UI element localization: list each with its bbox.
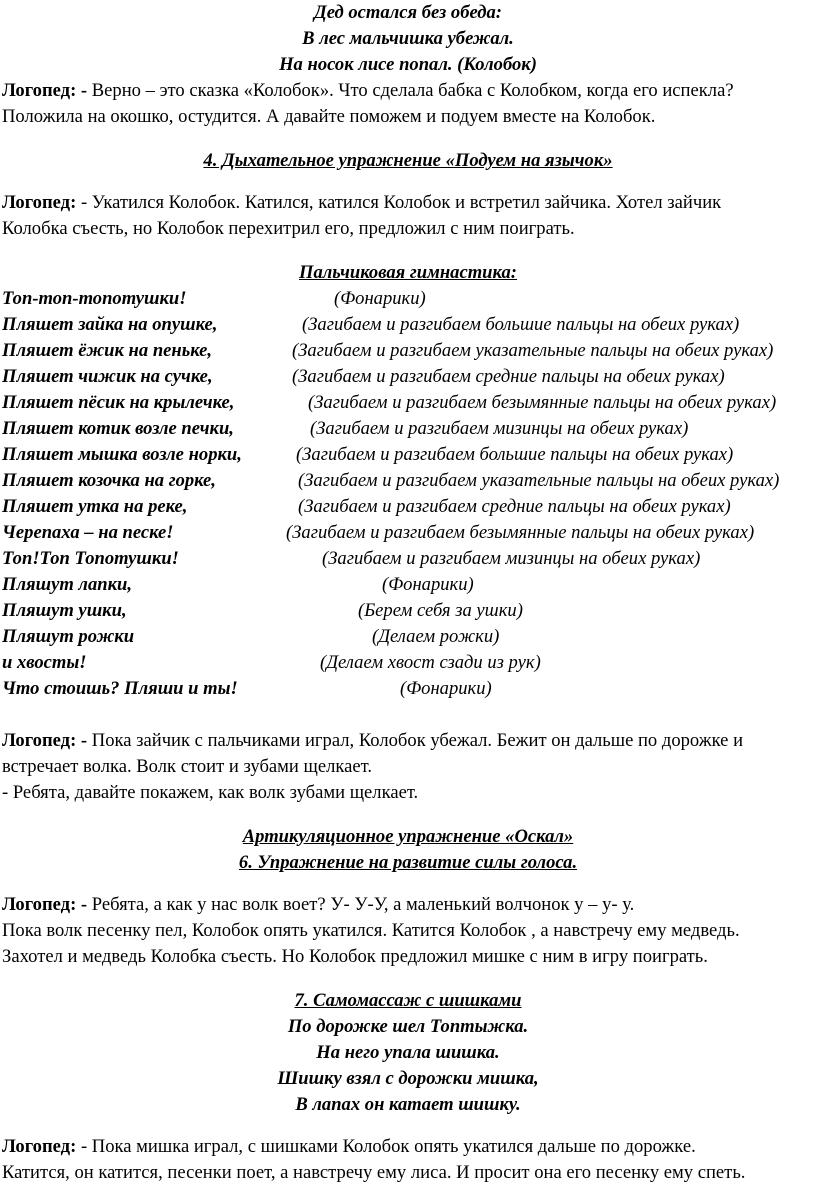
rhyme-line: Пляшет пёсик на крылечке, bbox=[2, 392, 235, 413]
rhyme-line: Пляшет утка на реке, bbox=[2, 496, 188, 517]
rhyme-line: Пляшет котик возле печки, bbox=[2, 418, 234, 439]
paragraph-text: - Пока мишка играл, с шишками Колобок опять укатился дальше по дорожке. bbox=[76, 1136, 696, 1157]
rhyme-row bbox=[0, 496, 816, 518]
instruction: (Делаем рожки) bbox=[372, 626, 500, 647]
verse-line: В лес мальчишка убежал. bbox=[302, 28, 514, 49]
rhyme-line: и хвосты! bbox=[2, 652, 87, 673]
verse-line: По дорожке шел Топтыжка. bbox=[287, 1016, 529, 1037]
rhyme-line: Что стоишь? Пляши и ты! bbox=[2, 678, 238, 699]
instruction: (Загибаем и разгибаем указательные пальцы на обеих руках) bbox=[292, 340, 774, 361]
paragraph-line: - Ребята, давайте покажем, как волк зубами щелкает. bbox=[2, 782, 419, 803]
rhyme-line: Пляшут лапки, bbox=[2, 574, 133, 595]
section-heading: Артикуляционное упражнение «Оскал» bbox=[242, 826, 574, 847]
paragraph-line: Захотел и медведь Колобка съесть. Но Колобок предложил мишке с ним в игру поиграть. bbox=[2, 946, 708, 967]
speaker-label: Логопед: - bbox=[2, 80, 88, 101]
paragraph-line: Колобка съесть, но Колобок перехитрил его, предложил с ним поиграть. bbox=[2, 218, 575, 239]
instruction: (Фонарики) bbox=[382, 574, 474, 595]
instruction: (Загибаем и разгибаем безымянные пальцы на обеих руках) bbox=[308, 392, 777, 413]
rhyme-line: Пляшут рожки bbox=[2, 626, 135, 647]
rhyme-line: Пляшет мышка возле норки, bbox=[2, 444, 242, 465]
instruction: (Загибаем и разгибаем безымянные пальцы на обеих руках) bbox=[286, 522, 755, 543]
verse-line: На носок лисе попал. (Колобок) bbox=[279, 54, 537, 75]
instruction: (Фонарики) bbox=[400, 678, 492, 699]
section-heading: Пальчиковая гимнастика: bbox=[299, 262, 517, 283]
speaker-label: Логопед: - bbox=[2, 894, 88, 915]
instruction: (Загибаем и разгибаем средние пальцы на обеих руках) bbox=[292, 366, 725, 387]
instruction: (Берем себя за ушки) bbox=[358, 600, 523, 621]
rhyme-row bbox=[0, 314, 816, 336]
paragraph-text: - Укатился Колобок. Катился, катился Колобок и встретил зайчика. Хотел зайчик bbox=[76, 192, 722, 213]
rhyme-line: Пляшет козочка на горке, bbox=[2, 470, 216, 491]
rhyme-row bbox=[0, 678, 816, 700]
rhyme-line: Черепаха – на песке! bbox=[2, 522, 174, 543]
paragraph-line: Положила на окошко, остудится. А давайте поможем и подуем вместе на Колобок. bbox=[2, 106, 656, 127]
rhyme-row bbox=[0, 522, 816, 544]
paragraph-line bbox=[2, 1136, 696, 1158]
verse-line: На него упала шишка. bbox=[316, 1042, 500, 1063]
rhyme-row bbox=[0, 418, 816, 440]
rhyme-line: Пляшут ушки, bbox=[2, 600, 127, 621]
instruction: (Загибаем и разгибаем большие пальцы на обеих руках) bbox=[296, 444, 734, 465]
paragraph-line: Пока волк песенку пел, Колобок опять укатился. Катится Колобок , а навстречу ему медведь. bbox=[2, 920, 740, 941]
section-heading: 4. Дыхательное упражнение «Подуем на язычок» bbox=[203, 150, 613, 171]
paragraph-text: Верно – это сказка «Колобок». Что сделала бабка с Колобком, когда его испекла? bbox=[87, 80, 734, 101]
speaker-label: Логопед: - bbox=[2, 730, 88, 751]
instruction: (Фонарики) bbox=[334, 288, 426, 309]
rhyme-row bbox=[0, 288, 816, 310]
paragraph-line bbox=[2, 80, 734, 102]
rhyme-row bbox=[0, 626, 816, 648]
paragraph-text: Пока зайчик с пальчиками играл, Колобок убежал. Бежит он дальше по дорожке и bbox=[87, 730, 744, 751]
rhyme-row bbox=[0, 340, 816, 362]
rhyme-row bbox=[0, 600, 816, 622]
rhyme-row bbox=[0, 470, 816, 492]
rhyme-line: Пляшет зайка на опушке, bbox=[2, 314, 218, 335]
paragraph-line bbox=[2, 730, 743, 752]
section-heading: 6. Упражнение на развитие силы голоса. bbox=[238, 852, 578, 873]
paragraph-line bbox=[2, 894, 634, 916]
paragraph-line: встречает волка. Волк стоит и зубами щелкает. bbox=[2, 756, 373, 777]
instruction: (Загибаем и разгибаем средние пальцы на обеих руках) bbox=[298, 496, 731, 517]
rhyme-row bbox=[0, 444, 816, 466]
rhyme-line: Пляшет чижик на сучке, bbox=[2, 366, 213, 387]
verse-line: В лапах он катает шишку. bbox=[295, 1094, 521, 1115]
rhyme-row bbox=[0, 548, 816, 570]
rhyme-line: Топ-топ-топотушки! bbox=[2, 288, 187, 309]
verse-line: Шишку взял с дорожки мишка, bbox=[277, 1068, 539, 1089]
rhyme-row bbox=[0, 366, 816, 388]
instruction: (Загибаем и разгибаем мизинцы на обеих руках) bbox=[310, 418, 689, 439]
instruction: (Загибаем и разгибаем мизинцы на обеих руках) bbox=[322, 548, 701, 569]
speaker-label: Логопед: bbox=[2, 192, 77, 213]
rhyme-row bbox=[0, 652, 816, 674]
rhyme-line: Топ!Топ Топотушки! bbox=[2, 548, 179, 569]
speaker-label: Логопед: bbox=[2, 1136, 77, 1157]
verse-line: Дед остался без обеда: bbox=[314, 2, 502, 23]
instruction: (Делаем хвост сзади из рук) bbox=[320, 652, 541, 673]
section-heading: 7. Самомассаж с шишками bbox=[294, 990, 522, 1011]
paragraph-line: Катится, он катится, песенки поет, а навстречу ему лиса. И просит она его песенку ему спеть. bbox=[2, 1162, 746, 1183]
paragraph-line bbox=[2, 192, 721, 214]
rhyme-row bbox=[0, 392, 816, 414]
paragraph-text: Ребята, а как у нас волк воет? У- У-У, а маленький волчонок у – у- у. bbox=[87, 894, 635, 915]
rhyme-row bbox=[0, 574, 816, 596]
instruction: (Загибаем и разгибаем указательные пальцы на обеих руках) bbox=[298, 470, 780, 491]
instruction: (Загибаем и разгибаем большие пальцы на обеих руках) bbox=[302, 314, 740, 335]
rhyme-line: Пляшет ёжик на пеньке, bbox=[2, 340, 213, 361]
